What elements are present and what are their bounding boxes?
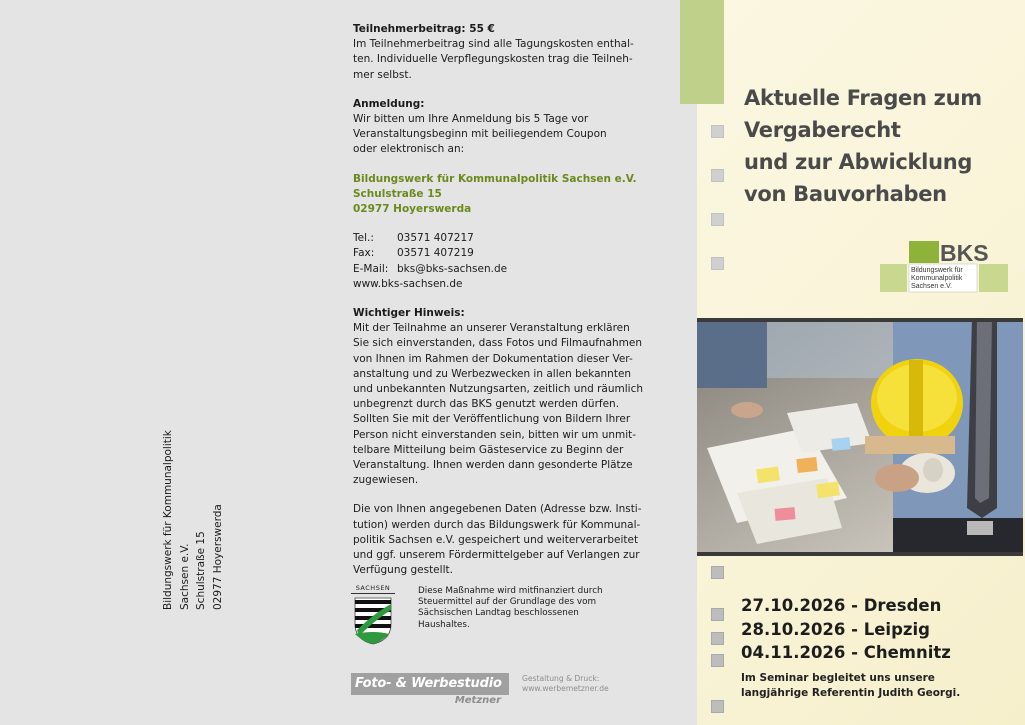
org-street: Schulstraße 15 — [353, 187, 442, 200]
bullet-square — [711, 257, 724, 270]
sachsen-logo — [351, 584, 395, 648]
info-column — [353, 22, 665, 593]
return-address-line: Bildungswerk für Kommunalpolitik — [162, 430, 174, 610]
contact-fax — [353, 246, 665, 261]
fee-heading: Teilnehmerbeitrag: 55 € — [353, 23, 495, 35]
tel-value[interactable]: 03571 407217 — [397, 232, 474, 245]
fee-section — [353, 22, 665, 83]
privacy-line: Verfügung gestellt. — [353, 564, 453, 577]
referent-line: Im Seminar begleitet uns unsere — [741, 672, 935, 684]
notice-line: Mit der Teilnahme an unserer Veranstaltung erklären — [353, 322, 630, 335]
registration-heading: Anmeldung: — [353, 97, 425, 110]
green-accent-block — [680, 0, 724, 104]
contact-block — [353, 231, 665, 292]
return-address — [160, 430, 226, 610]
contact-email — [353, 262, 665, 277]
bullet-square — [711, 169, 724, 182]
printer-logo-bottom: Metzner — [454, 695, 501, 706]
bks-sub-line: Kommunalpolitik — [911, 275, 963, 282]
event-date-line: 04.11.2026 - Chemnitz — [741, 643, 951, 662]
referent-note — [741, 671, 960, 700]
bullet-square — [711, 213, 724, 226]
notice-line: zugewiesen. — [353, 474, 419, 487]
notice-line: Person nicht einverstanden sein, bitten wir um unmit- — [353, 428, 637, 441]
event-dates — [741, 594, 951, 665]
funding-note — [418, 586, 648, 631]
bullet-square — [711, 125, 724, 138]
funding-line: Sächsischen Landtag beschlossenen — [418, 608, 579, 619]
return-address-line: 02977 Hoyerswerda — [211, 504, 224, 610]
photo-top-rule — [697, 318, 1023, 322]
design-credit — [522, 674, 609, 694]
sachsen-shield-icon — [351, 594, 395, 646]
title-line: Vergaberecht — [744, 118, 901, 142]
funding-line: Haushaltes. — [418, 619, 470, 630]
fax-label: Fax: — [353, 247, 375, 260]
org-city: 02977 Hoyerswerda — [353, 203, 472, 216]
tel-label: Tel.: — [353, 232, 374, 245]
photo-bottom-rule — [697, 552, 1023, 556]
privacy-line: tution) werden durch das Bildungswerk für Kommunal- — [353, 518, 641, 531]
bullet-square — [711, 632, 724, 645]
bks-logo — [880, 240, 1010, 296]
fee-line: mer selbst. — [353, 68, 412, 81]
cover-title — [744, 82, 1014, 210]
bks-logo-text: BKS — [940, 240, 989, 266]
notice-line: unbegrenzt durch das BKS genutzt werden dürfen. — [353, 398, 620, 411]
bullet-square — [711, 700, 724, 713]
fee-line: ten. Individuelle Verpflegungskosten trag die Teilneh- — [353, 53, 633, 66]
referent-line: langjährige Referentin Judith Georgi. — [741, 686, 961, 699]
return-address-line: Sachsen e.V. — [178, 543, 191, 610]
notice-section — [353, 306, 665, 488]
notice-line: von Ihnen im Rahmen der Dokumentation dieser Ver- — [353, 352, 633, 365]
title-line: von Bauvorhaben — [744, 182, 947, 206]
registration-line: oder elektronisch an: — [353, 143, 465, 156]
funding-line: Diese Maßnahme wird mitfinanziert durch — [418, 586, 603, 596]
notice-heading: Wichtiger Hinweis: — [353, 307, 465, 320]
contact-tel — [353, 231, 665, 246]
bks-sub-line: Bildungswerk für — [911, 267, 963, 274]
org-name: Bildungswerk für Kommunalpolitik Sachsen e.V. — [353, 172, 637, 185]
design-url[interactable]: www.werbemetzner.de — [522, 684, 609, 693]
design-label: Gestaltung & Druck: — [522, 674, 600, 683]
bks-sub-line: Sachsen e.V. — [911, 283, 952, 290]
event-date-line: 27.10.2026 - Dresden — [741, 596, 942, 615]
privacy-line: und ggf. unserem Fördermittelgeber auf Verlangen zur — [353, 549, 640, 562]
privacy-line: Die von Ihnen angegebenen Daten (Adresse bzw. Insti- — [353, 503, 642, 516]
notice-line: Veranstaltung. Ihnen werden dann gesonderte Plätze — [353, 459, 633, 472]
return-address-line: Schulstraße 15 — [195, 531, 207, 610]
fax-value: 03571 407219 — [397, 247, 474, 260]
title-line: und zur Abwicklung — [744, 150, 973, 174]
email-link[interactable]: bks@bks-sachsen.de — [397, 262, 508, 275]
registration-line: Wir bitten um Ihre Anmeldung bis 5 Tage vor — [353, 113, 589, 126]
bullet-square — [711, 608, 724, 621]
privacy-section — [353, 502, 665, 578]
funding-line: Steuermittel auf der Grundlage des vom — [418, 597, 597, 608]
notice-line: Sollten Sie mit der Veröffentlichung von Bildern Ihrer — [353, 413, 631, 426]
notice-line: Sie sich einverstanden, dass Fotos und Filmaufnahmen — [353, 337, 643, 350]
sachsen-label: SACHSEN — [351, 584, 395, 594]
org-address — [353, 172, 665, 218]
bullet-square — [711, 566, 724, 579]
notice-line: anstaltung und zu Werbezwecken in allen bekannten — [353, 367, 632, 380]
fee-line: Im Teilnehmerbeitrag sind alle Tagungskosten enthal- — [353, 38, 634, 51]
email-label: E-Mail: — [353, 262, 389, 275]
registration-line: Veranstaltungsbeginn mit beiliegendem Coupon — [353, 128, 607, 141]
printer-logo — [351, 673, 509, 707]
title-line: Aktuelle Fragen zum — [744, 86, 982, 110]
bullet-square — [711, 654, 724, 667]
event-date-line: 28.10.2026 - Leipzig — [741, 619, 930, 639]
registration-section — [353, 97, 665, 158]
notice-line: und unbekannten Nutzungsarten, zeitlich und räumlich — [353, 383, 644, 396]
website-link[interactable]: www.bks-sachsen.de — [353, 277, 463, 290]
notice-line: telbare Mitteilung beim Gästeservice zu Beginn der — [353, 443, 624, 456]
cover-photo — [697, 318, 1023, 554]
privacy-line: politik Sachsen e.V. gespeichert und weiterverarbeitet — [353, 533, 639, 546]
printer-logo-top: Foto- & Werbestudio — [351, 673, 509, 695]
